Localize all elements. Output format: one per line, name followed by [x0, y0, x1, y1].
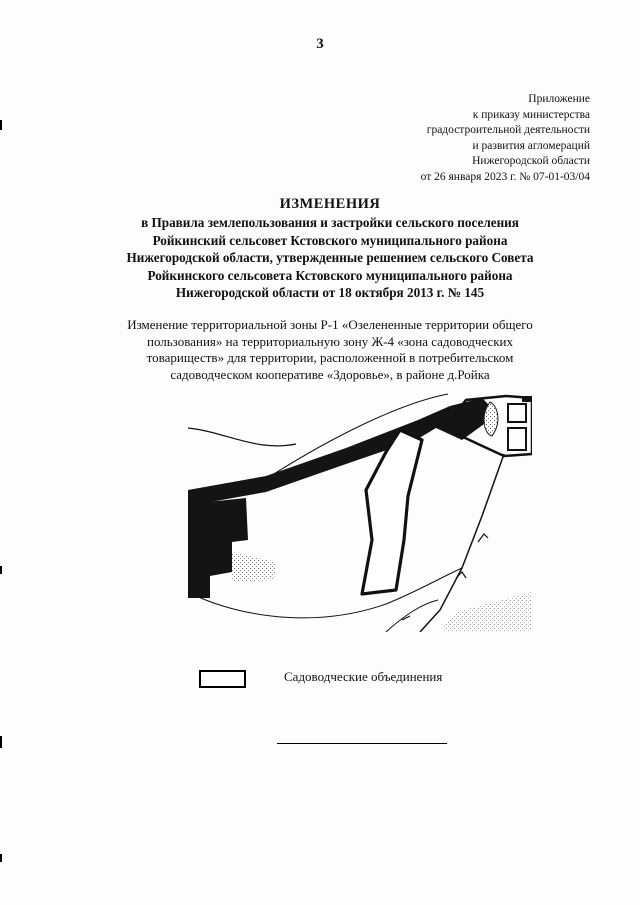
map-tick: [478, 534, 488, 542]
description-line: товариществ» для территории, расположенной в потребительском: [146, 350, 514, 365]
bottom-divider: [277, 743, 447, 744]
building-mass: [188, 498, 248, 598]
scan-margin-mark: [0, 120, 2, 130]
heading-line: Ройкинский сельсовет Кстовского муниципального района: [152, 232, 508, 248]
scan-margin-mark: [0, 854, 2, 862]
legend-swatch: [199, 670, 246, 688]
road-band: [188, 398, 498, 506]
scan-margin-mark: [0, 736, 2, 748]
heading-title: ИЗМЕНЕНИЯ: [279, 196, 381, 212]
description-line: Изменение территориальной зоны Р-1 «Озелененные территории общего: [127, 317, 533, 332]
appendix-line: градостроительной деятельности: [426, 124, 590, 136]
boundary-line: [386, 600, 438, 632]
appendix-line: Нижегородской области: [472, 155, 590, 167]
scan-margin-mark: [0, 566, 2, 574]
description-line: пользования» на территориальную зону Ж-4 «зона садоводческих: [146, 333, 514, 349]
heading-line: Нижегородской области, утвержденные решением сельского Совета: [126, 250, 534, 265]
parcel-cluster: [522, 396, 532, 402]
appendix-line: к приказу министерства: [472, 108, 590, 121]
description-line: садоводческом кооперативе «Здоровье», в районе д.Ройка: [170, 366, 490, 382]
boundary-line: [188, 568, 462, 618]
appendix-line: Приложение: [528, 93, 590, 105]
legend-label: Садоводческие объединения: [284, 669, 443, 684]
speckled-area: [440, 592, 532, 632]
building-shadow: [232, 552, 276, 582]
appendix-block: [330, 92, 590, 185]
heading-line: Ройкинского сельсовета Кстовского муниципального района: [147, 267, 513, 283]
boundary-line: [188, 428, 296, 446]
appendix-line: от 26 января 2023 г. № 07-01-03/04: [420, 170, 590, 183]
heading-line: в Правила землепользования и застройки сельского поселения: [141, 215, 519, 230]
page-number: 3: [316, 36, 324, 52]
heading-subtitle: [60, 214, 600, 302]
parcel-cluster: [508, 428, 526, 450]
document-heading: [60, 194, 600, 302]
heading-line: Нижегородской области от 18 октября 2013 г. № 145: [175, 285, 485, 300]
appendix-line: и развития агломераций: [472, 139, 590, 152]
change-description: [110, 317, 550, 383]
cadastral-map: [186, 392, 532, 632]
parcel-cluster: [508, 404, 526, 422]
